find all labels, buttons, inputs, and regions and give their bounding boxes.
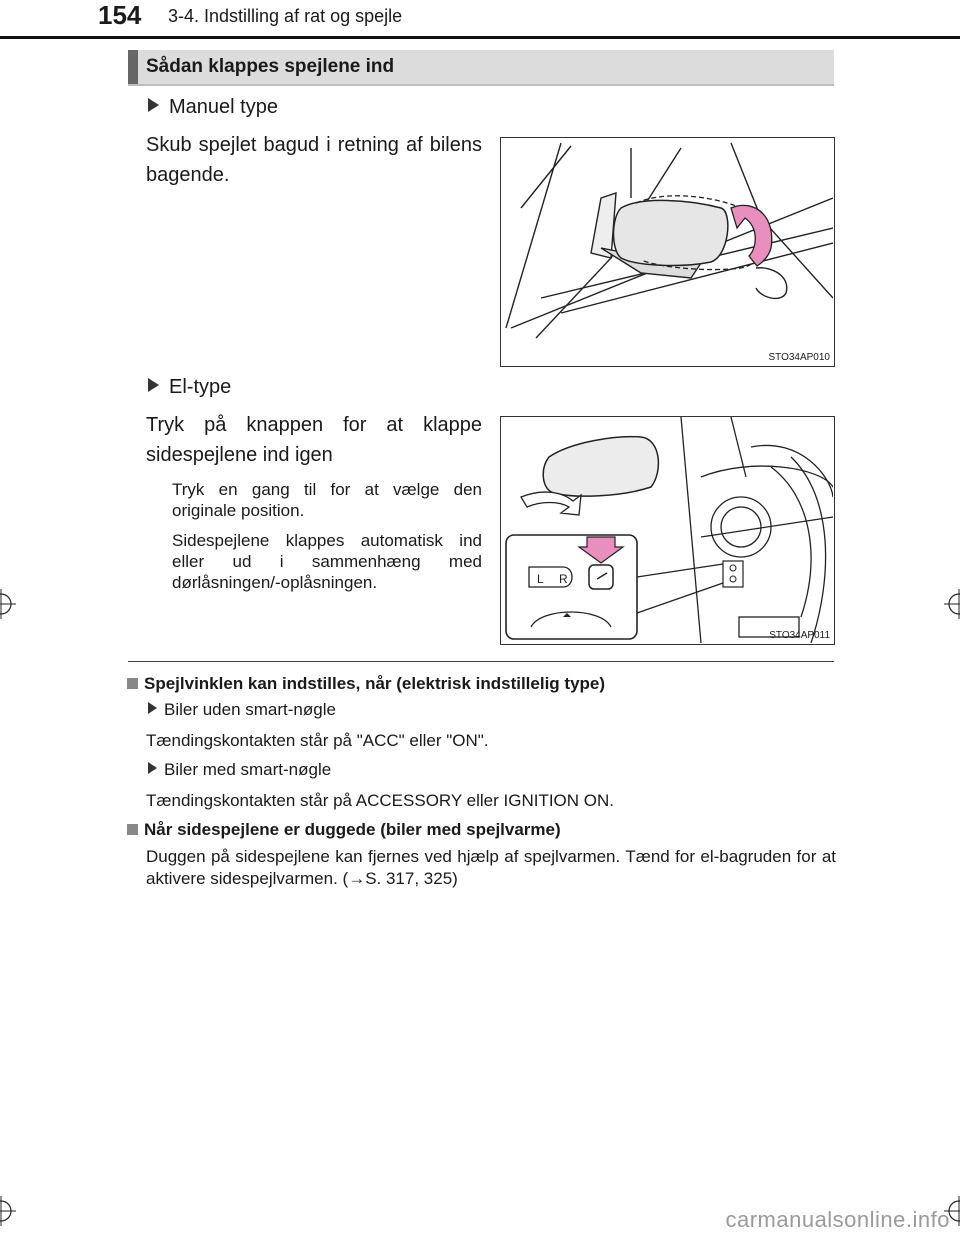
electric-type-text: Tryk på knappen for at klappe sidespejlene ind igen bbox=[146, 414, 482, 466]
note-sub-smart-key-text: Biler med smart-nøgle bbox=[164, 760, 332, 779]
note-text-smart-key: Tændingskontakten står på ACCESSORY eller IGNITION ON. bbox=[146, 791, 614, 810]
electric-sub-note-2: Sidespejlene klappes automatisk ind eller ud i sammenhæng med dørlåsningen/-oplåsningen. bbox=[172, 531, 482, 592]
section-accent bbox=[128, 50, 138, 84]
chapter-title: 3-4. Indstilling af rat og spejle bbox=[168, 6, 403, 26]
square-bullet-icon bbox=[127, 678, 138, 689]
electric-type-label: El-type bbox=[169, 376, 232, 398]
note-sub-no-smart-key-text: Biler uden smart-nøgle bbox=[164, 700, 336, 719]
watermark: carmanualsonline.info bbox=[725, 1207, 950, 1232]
electric-mirror-figure bbox=[500, 416, 835, 645]
note-sub-no-smart-key bbox=[148, 700, 336, 720]
arrow-bullet-icon bbox=[148, 378, 159, 392]
arrow-bullet-icon bbox=[148, 98, 159, 112]
section-heading-bar bbox=[128, 50, 834, 86]
figure-code: STO34AP010 bbox=[768, 352, 830, 363]
manual-mirror-illustration bbox=[501, 138, 833, 365]
note-sub-smart-key bbox=[148, 760, 331, 780]
note-heading-fog bbox=[127, 820, 561, 840]
crop-mark-icon bbox=[0, 589, 16, 619]
note-heading-fog-text: Når sidespejlene er duggede (biler med spejlvarme) bbox=[144, 820, 561, 839]
manual-type-text: Skub spejlet bagud i retning af bilens bagende. bbox=[146, 134, 482, 186]
switch-left-label: L bbox=[537, 572, 544, 586]
crop-mark-icon bbox=[0, 1196, 16, 1226]
electric-mirror-illustration bbox=[501, 417, 833, 643]
note-text-fog: Duggen på sidespejlene kan fjernes ved hjælp af spejlvarmen. Tænd for el-bagruden for at aktivere sidespejlvarmen. (→S. 317, 325) bbox=[146, 847, 836, 888]
note-heading-angle-text: Spejlvinklen kan indstilles, når (elektrisk indstillelig type) bbox=[144, 674, 606, 693]
manual-type-label: Manuel type bbox=[169, 96, 278, 118]
electric-type-heading bbox=[148, 376, 231, 399]
section-title: Sådan klappes spejlene ind bbox=[146, 56, 395, 77]
manual-type-heading bbox=[148, 96, 278, 119]
manual-mirror-figure bbox=[500, 137, 835, 367]
notes-divider bbox=[128, 661, 834, 662]
arrow-bullet-icon bbox=[148, 702, 157, 714]
electric-sub-note-1: Tryk en gang til for at vælge den originale position. bbox=[172, 480, 482, 520]
switch-right-label: R bbox=[559, 572, 568, 586]
square-bullet-icon bbox=[127, 824, 138, 835]
figure-code: STO34AP011 bbox=[769, 630, 830, 641]
note-heading-angle bbox=[127, 674, 605, 694]
header-rule bbox=[0, 36, 960, 39]
crop-mark-icon bbox=[944, 589, 960, 619]
note-text-no-smart-key: Tændingskontakten står på "ACC" eller "ON". bbox=[146, 731, 489, 750]
page-number: 154 bbox=[98, 0, 142, 30]
arrow-bullet-icon bbox=[148, 762, 157, 774]
